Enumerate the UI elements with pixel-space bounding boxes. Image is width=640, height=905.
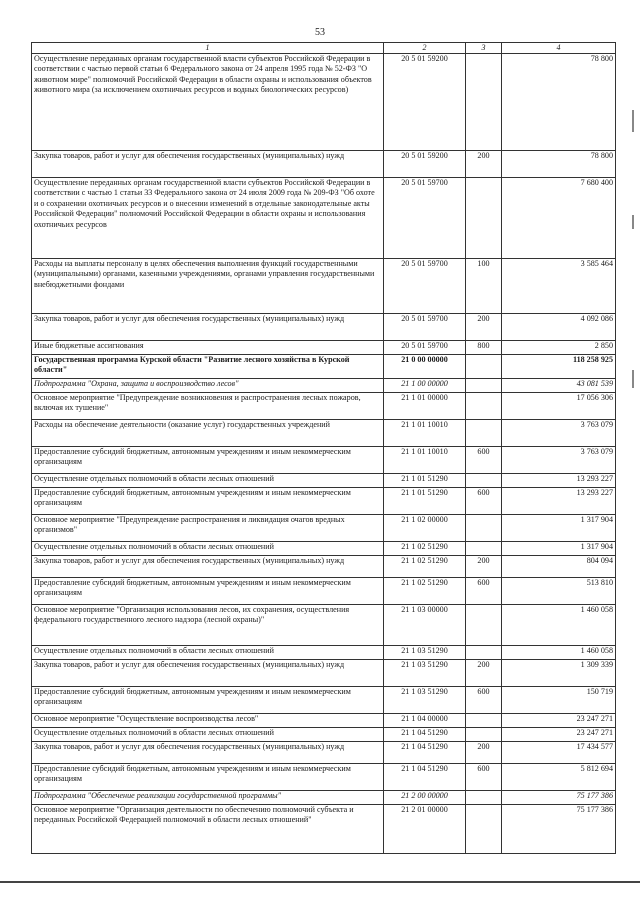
- row-code-cell: 21 1 01 51290: [384, 474, 466, 488]
- page-number: 53: [315, 27, 325, 38]
- row-vr-cell: 800: [466, 341, 502, 355]
- table-row: [32, 764, 616, 791]
- scan-edge-mark: [632, 215, 634, 229]
- table-row: [32, 420, 616, 447]
- row-sum-cell: 23 247 271: [502, 714, 616, 728]
- row-sum-cell: 1 317 904: [502, 515, 616, 542]
- table-row: [32, 259, 616, 314]
- row-sum-cell: 17 434 577: [502, 742, 616, 764]
- header-col-4: 4: [502, 43, 616, 54]
- row-vr-cell: [466, 178, 502, 259]
- row-name-cell: Государственная программа Курской области "Развитие лесного хозяйства в Курской области": [32, 355, 384, 379]
- row-name-cell: Предоставление субсидий бюджетным, автономным учреждениям и иным некоммерческим организациям: [32, 764, 384, 791]
- row-name-cell: Основное мероприятие "Организация деятельности по обеспечению полномочий субъекта и переданных Российской Федерацией полномочий в области лесных отношений": [32, 805, 384, 854]
- row-name-cell: Осуществление отдельных полномочий в области лесных отношений: [32, 474, 384, 488]
- row-vr-cell: 600: [466, 488, 502, 515]
- row-name-cell: Предоставление субсидий бюджетным, автономным учреждениям и иным некоммерческим организациям: [32, 687, 384, 714]
- row-code-cell: 20 5 01 59700: [384, 314, 466, 341]
- table-row: [32, 178, 616, 259]
- row-sum-cell: 23 247 271: [502, 728, 616, 742]
- row-code-cell: 21 1 03 51290: [384, 646, 466, 660]
- row-name-cell: Закупка товаров, работ и услуг для обеспечения государственных (муниципальных) нужд: [32, 151, 384, 178]
- row-sum-cell: 3 763 079: [502, 447, 616, 474]
- row-code-cell: 20 5 01 59700: [384, 259, 466, 314]
- row-code-cell: 21 1 01 51290: [384, 488, 466, 515]
- table-row: [32, 393, 616, 420]
- table-row: [32, 488, 616, 515]
- row-sum-cell: 13 293 227: [502, 488, 616, 515]
- row-sum-cell: 78 800: [502, 151, 616, 178]
- table-row: [32, 605, 616, 646]
- row-name-cell: Закупка товаров, работ и услуг для обеспечения государственных (муниципальных) нужд: [32, 556, 384, 578]
- row-name-cell: Основное мероприятие "Организация использования лесов, их сохранения, осуществления федерального государственного лесного надзора (лесной охраны)": [32, 605, 384, 646]
- row-name-cell: Расходы на обеспечение деятельности (оказание услуг) государственных учреждений: [32, 420, 384, 447]
- table-row: [32, 714, 616, 728]
- row-name-cell: Подпрограмма "Охрана, защита и воспроизводство лесов": [32, 379, 384, 393]
- row-name-cell: Основное мероприятие "Осуществление воспроизводства лесов": [32, 714, 384, 728]
- row-name-cell: Иные бюджетные ассигнования: [32, 341, 384, 355]
- row-vr-cell: [466, 728, 502, 742]
- row-code-cell: 21 1 04 51290: [384, 728, 466, 742]
- table-row: [32, 578, 616, 605]
- table-row: [32, 447, 616, 474]
- table-row: [32, 314, 616, 341]
- row-vr-cell: [466, 379, 502, 393]
- row-sum-cell: 7 680 400: [502, 178, 616, 259]
- row-sum-cell: 4 092 086: [502, 314, 616, 341]
- row-vr-cell: [466, 515, 502, 542]
- budget-table: [31, 42, 616, 854]
- table-header-row: [32, 43, 616, 54]
- table-row: [32, 355, 616, 379]
- table-row: [32, 687, 616, 714]
- table-row: [32, 515, 616, 542]
- table-row: [32, 728, 616, 742]
- table-row: [32, 341, 616, 355]
- table-row: [32, 791, 616, 805]
- row-sum-cell: 1 309 339: [502, 660, 616, 687]
- row-sum-cell: 804 094: [502, 556, 616, 578]
- table-row: [32, 646, 616, 660]
- row-code-cell: 21 2 01 00000: [384, 805, 466, 854]
- row-vr-cell: [466, 393, 502, 420]
- table-row: [32, 542, 616, 556]
- row-sum-cell: 13 293 227: [502, 474, 616, 488]
- row-code-cell: 20 5 01 59200: [384, 54, 466, 151]
- row-sum-cell: 75 177 386: [502, 805, 616, 854]
- row-name-cell: Предоставление субсидий бюджетным, автономным учреждениям и иным некоммерческим организациям: [32, 447, 384, 474]
- row-vr-cell: 600: [466, 447, 502, 474]
- header-col-1: 1: [32, 43, 384, 54]
- row-code-cell: 21 1 04 00000: [384, 714, 466, 728]
- row-code-cell: 21 2 00 00000: [384, 791, 466, 805]
- table-row: [32, 805, 616, 854]
- row-vr-cell: 200: [466, 556, 502, 578]
- row-code-cell: 21 1 02 51290: [384, 542, 466, 556]
- row-sum-cell: 1 460 058: [502, 646, 616, 660]
- header-col-3: 3: [466, 43, 502, 54]
- table-row: [32, 379, 616, 393]
- row-sum-cell: 2 850: [502, 341, 616, 355]
- row-name-cell: Закупка товаров, работ и услуг для обеспечения государственных (муниципальных) нужд: [32, 660, 384, 687]
- row-name-cell: Закупка товаров, работ и услуг для обеспечения государственных (муниципальных) нужд: [32, 742, 384, 764]
- row-vr-cell: 200: [466, 660, 502, 687]
- row-name-cell: Основное мероприятие "Предупреждение распространения и ликвидация очагов вредных организмов": [32, 515, 384, 542]
- row-vr-cell: 200: [466, 314, 502, 341]
- row-sum-cell: 150 719: [502, 687, 616, 714]
- scan-edge-mark: [632, 110, 634, 132]
- row-name-cell: Расходы на выплаты персоналу в целях обеспечения выполнения функций государственными (муниципальными) органами, казенными учреждениями, органами управления государственными внебюджетными фондами: [32, 259, 384, 314]
- row-code-cell: 20 5 01 59700: [384, 341, 466, 355]
- row-code-cell: 20 5 01 59700: [384, 178, 466, 259]
- row-vr-cell: [466, 420, 502, 447]
- row-vr-cell: [466, 714, 502, 728]
- row-code-cell: 21 1 04 51290: [384, 764, 466, 791]
- row-sum-cell: 1 317 904: [502, 542, 616, 556]
- row-code-cell: 21 1 03 00000: [384, 605, 466, 646]
- row-code-cell: 21 1 02 00000: [384, 515, 466, 542]
- row-vr-cell: 600: [466, 764, 502, 791]
- row-sum-cell: 5 812 694: [502, 764, 616, 791]
- row-vr-cell: [466, 605, 502, 646]
- row-code-cell: 20 5 01 59200: [384, 151, 466, 178]
- row-name-cell: Предоставление субсидий бюджетным, автономным учреждениям и иным некоммерческим организациям: [32, 488, 384, 515]
- row-vr-cell: 600: [466, 687, 502, 714]
- scan-bottom-line: [0, 881, 640, 883]
- row-code-cell: 21 1 00 00000: [384, 379, 466, 393]
- row-vr-cell: 100: [466, 259, 502, 314]
- row-name-cell: Осуществление отдельных полномочий в области лесных отношений: [32, 646, 384, 660]
- row-vr-cell: [466, 646, 502, 660]
- row-name-cell: Основное мероприятие "Предупреждение возникновения и распространения лесных пожаров, включая их тушение": [32, 393, 384, 420]
- row-name-cell: Закупка товаров, работ и услуг для обеспечения государственных (муниципальных) нужд: [32, 314, 384, 341]
- table-row: [32, 151, 616, 178]
- row-sum-cell: 78 800: [502, 54, 616, 151]
- row-sum-cell: 17 056 306: [502, 393, 616, 420]
- row-name-cell: Осуществление переданных органам государственной власти субъектов Российской Федерации в соответствии с частью 1 статьи 33 Федерального закона от 24 июля 2009 года № 209-ФЗ "Об охоте и о сохранении охотничьих ресурсов и о внесении изменений в отдельные законодательные акты Российской Федерации" полномочий Российской Федерации в области охраны и использования охотничьих ресурсов: [32, 178, 384, 259]
- row-vr-cell: 600: [466, 578, 502, 605]
- row-code-cell: 21 1 01 00000: [384, 393, 466, 420]
- row-vr-cell: [466, 474, 502, 488]
- scan-edge-mark: [632, 370, 634, 388]
- header-col-2: 2: [384, 43, 466, 54]
- row-name-cell: Осуществление отдельных полномочий в области лесных отношений: [32, 728, 384, 742]
- row-code-cell: 21 1 04 51290: [384, 742, 466, 764]
- table-row: [32, 474, 616, 488]
- row-sum-cell: 75 177 386: [502, 791, 616, 805]
- row-sum-cell: 513 810: [502, 578, 616, 605]
- row-name-cell: Подпрограмма "Обеспечение реализации государственной программы": [32, 791, 384, 805]
- row-code-cell: 21 0 00 00000: [384, 355, 466, 379]
- row-code-cell: 21 1 02 51290: [384, 578, 466, 605]
- row-code-cell: 21 1 01 10010: [384, 420, 466, 447]
- row-sum-cell: 1 460 058: [502, 605, 616, 646]
- row-name-cell: Осуществление переданных органам государственной власти субъектов Российской Федерации в соответствии с частью первой статьи 6 Федерального закона от 24 апреля 1995 года № 52-ФЗ "О животном мире" полномочий Российской Федерации в области охраны и использования объектов животного мира (за исключением охотничьих ресурсов и водных биологических ресурсов): [32, 54, 384, 151]
- table-row: [32, 54, 616, 151]
- row-sum-cell: 43 081 539: [502, 379, 616, 393]
- row-code-cell: 21 1 03 51290: [384, 660, 466, 687]
- row-sum-cell: 118 258 925: [502, 355, 616, 379]
- row-vr-cell: [466, 54, 502, 151]
- row-vr-cell: [466, 355, 502, 379]
- row-name-cell: Осуществление отдельных полномочий в области лесных отношений: [32, 542, 384, 556]
- row-sum-cell: 3 585 464: [502, 259, 616, 314]
- row-vr-cell: 200: [466, 742, 502, 764]
- table-row: [32, 556, 616, 578]
- row-name-cell: Предоставление субсидий бюджетным, автономным учреждениям и иным некоммерческим организациям: [32, 578, 384, 605]
- row-vr-cell: [466, 791, 502, 805]
- table-row: [32, 742, 616, 764]
- row-code-cell: 21 1 02 51290: [384, 556, 466, 578]
- row-vr-cell: 200: [466, 151, 502, 178]
- row-vr-cell: [466, 805, 502, 854]
- row-vr-cell: [466, 542, 502, 556]
- row-code-cell: 21 1 01 10010: [384, 447, 466, 474]
- row-sum-cell: 3 763 079: [502, 420, 616, 447]
- row-code-cell: 21 1 03 51290: [384, 687, 466, 714]
- table-row: [32, 660, 616, 687]
